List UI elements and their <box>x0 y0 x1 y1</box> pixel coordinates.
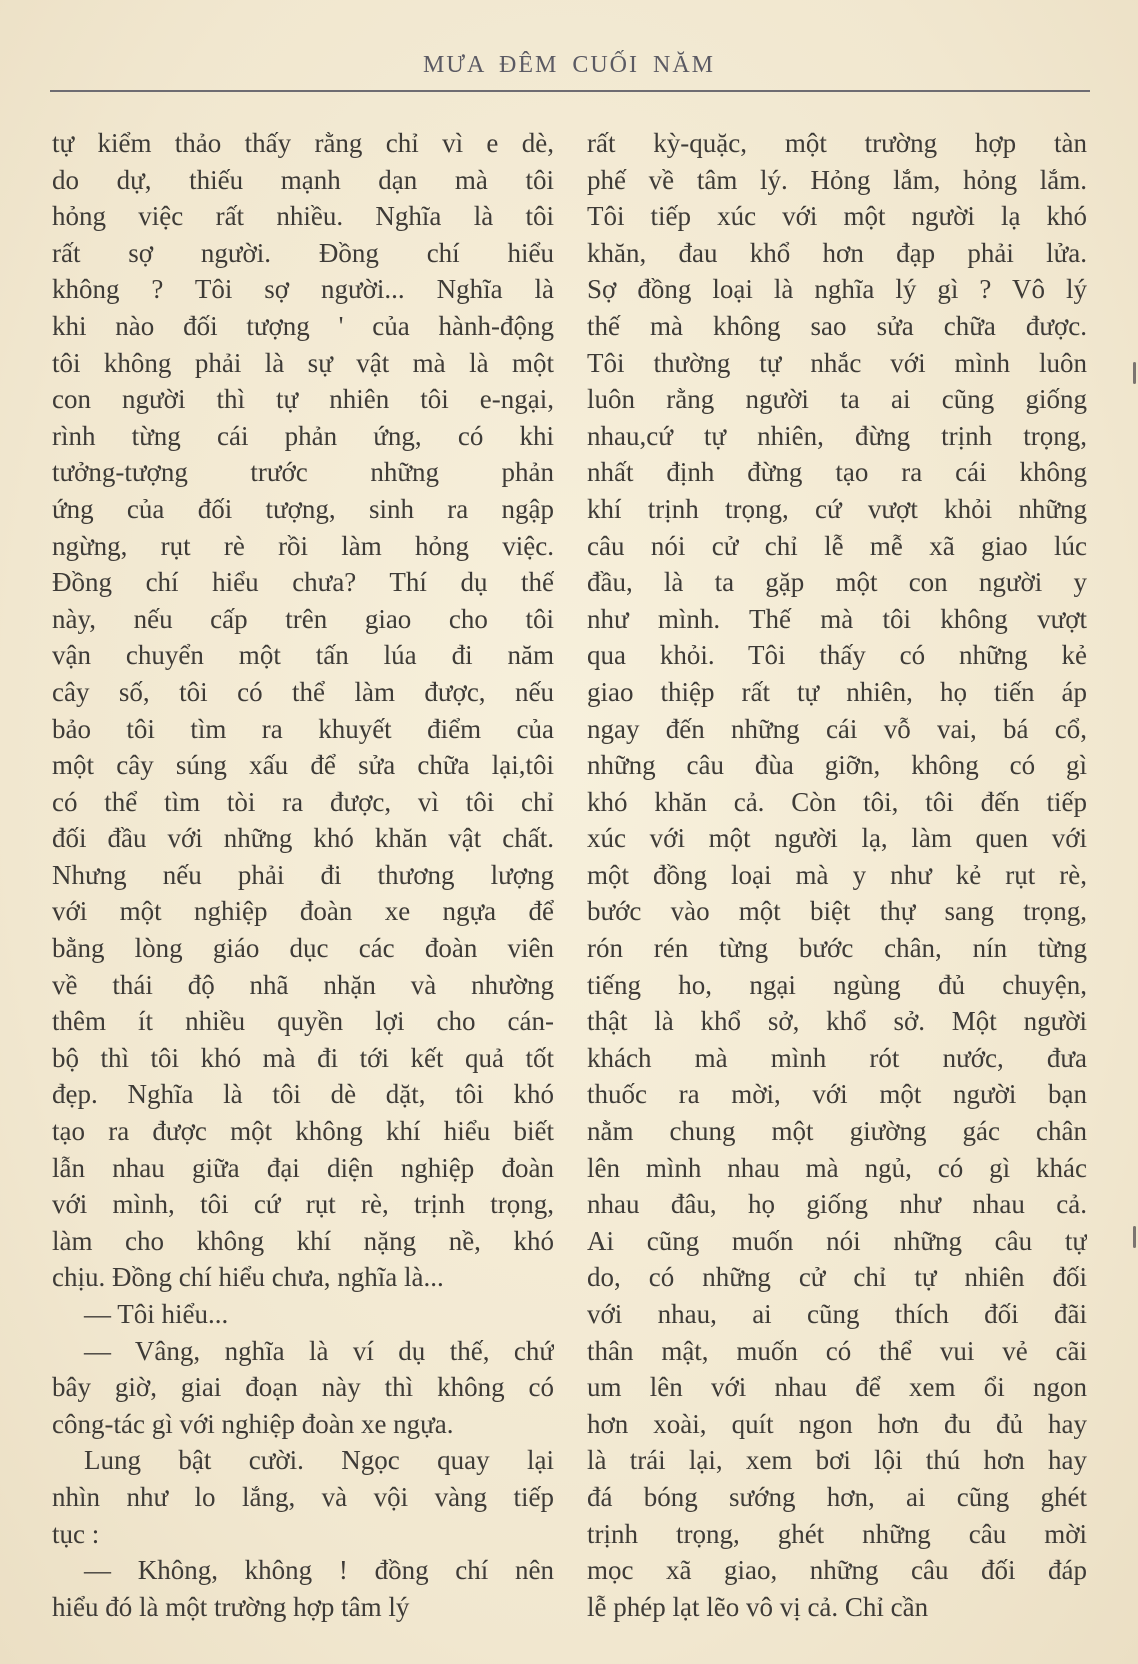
text-line: tục : <box>52 1518 100 1549</box>
text-line: nhau,cứ tự nhiên, đừng trịnh trọng, <box>587 420 1087 451</box>
text-line: nhìn như lo lắng, và vội vàng tiếp <box>52 1481 554 1512</box>
text-line: xúc với một người lạ, làm quen với <box>587 823 1087 854</box>
text-line: công-tác gì với nghiệp đoàn xe ngựa. <box>52 1408 454 1439</box>
text-line: Đồng chí hiểu chưa? Thí dụ thế <box>52 567 554 598</box>
header-rule <box>50 90 1090 92</box>
text-line: bước vào một biệt thự sang trọng, <box>587 896 1087 927</box>
text-line: một đồng loại mà y như kẻ rụt rè, <box>587 859 1087 890</box>
text-line: với nhau, ai cũng thích đối đãi <box>587 1299 1087 1329</box>
text-line: khách mà mình rót nước, đưa <box>587 1042 1087 1073</box>
text-line: tạo ra được một không khí hiểu biết <box>52 1116 554 1147</box>
text-line: là trái lại, xem bơi lội thú hơn hay <box>587 1445 1087 1476</box>
text-line: cây số, tôi có thể làm được, nếu <box>52 676 554 707</box>
text-line: — Vâng, nghĩa là ví dụ thế, chứ <box>84 1335 554 1366</box>
page-edge-mark-top <box>1133 362 1136 384</box>
text-line: nhau đâu, họ giống như nhau cả. <box>587 1189 1087 1220</box>
text-line: rất kỳ-quặc, một trường hợp tàn <box>587 128 1087 158</box>
text-line: đẹp. Nghĩa là tôi dè dặt, tôi khó <box>52 1079 554 1110</box>
running-header: MƯA ĐÊM CUỐI NĂM <box>423 52 715 78</box>
text-line: hỏng việc rất nhiều. Nghĩa là tôi <box>52 201 554 232</box>
text-line: phế về tâm lý. Hỏng lắm, hỏng lắm. <box>587 164 1087 195</box>
text-line: đối đầu với những khó khăn vật chất. <box>52 823 554 854</box>
text-line: với một nghiệp đoàn xe ngựa để <box>52 896 554 927</box>
text-line: đầu, là ta gặp một con người y <box>587 567 1087 598</box>
text-line: thêm ít nhiều quyền lợi cho cán- <box>52 1006 554 1037</box>
text-line: một cây súng xấu để sửa chữa lại,tôi <box>52 750 554 781</box>
text-line: bằng lòng giáo dục các đoàn viên <box>52 933 554 964</box>
text-line: Sợ đồng loại là nghĩa lý gì ? Vô lý <box>587 274 1087 305</box>
text-line: khi nào đối tượng ' của hành-động <box>52 310 554 341</box>
text-line: ứng của đối tượng, sinh ra ngập <box>52 493 554 524</box>
text-line: ngay đến những cái vỗ vai, bá cổ, <box>587 713 1087 744</box>
text-line: thật là khổ sở, khổ sở. Một người <box>587 1006 1087 1037</box>
text-line: do, có những cử chỉ tự nhiên đối <box>587 1262 1087 1293</box>
text-line: um lên với nhau để xem ổi ngon <box>587 1372 1087 1403</box>
text-line: giao thiệp rất tự nhiên, họ tiến áp <box>587 676 1087 707</box>
text-line: thế mà không sao sửa chữa được. <box>587 310 1087 341</box>
text-line: khí trịnh trọng, cứ vượt khỏi những <box>587 493 1087 524</box>
text-line: Tôi tiếp xúc với một người lạ khó <box>587 201 1087 232</box>
text-line: bảo tôi tìm ra khuyết điểm của <box>52 713 554 744</box>
right-column <box>587 125 1087 1625</box>
text-line: này, nếu cấp trên giao cho tôi <box>52 603 554 634</box>
text-line: mọc xã giao, những câu đối đáp <box>587 1555 1087 1586</box>
text-line: qua khỏi. Tôi thấy có những kẻ <box>587 640 1087 671</box>
text-line: nhất định đừng tạo ra cái không <box>587 457 1087 488</box>
text-line: thuốc ra mời, với một người bạn <box>587 1079 1087 1110</box>
text-line: luôn rằng người ta ai cũng giống <box>587 384 1087 415</box>
text-line: tự kiểm thảo thấy rằng chỉ vì e dè, <box>52 128 554 158</box>
text-line: không ? Tôi sợ người... Nghĩa là <box>52 274 554 305</box>
text-line: tưởng-tượng trước những phản <box>52 457 554 488</box>
text-line: có thể tìm tòi ra được, vì tôi chỉ <box>52 786 554 817</box>
text-line: con người thì tự nhiên tôi e-ngại, <box>52 384 554 415</box>
text-line: về thái độ nhã nhặn và nhường <box>52 969 554 1000</box>
text-line: câu nói cử chỉ lễ mễ xã giao lúc <box>587 530 1087 561</box>
text-line: — Tôi hiểu... <box>84 1299 229 1329</box>
text-line: thân mật, muốn có thể vui vẻ cãi <box>587 1335 1087 1366</box>
text-line: hơn xoài, quít ngon hơn đu đủ hay <box>587 1408 1087 1439</box>
text-line: Lung bật cười. Ngọc quay lại <box>84 1445 554 1476</box>
text-line: — Không, không ! đồng chí nên <box>84 1555 554 1586</box>
text-line: những câu đùa giỡn, không có gì <box>587 750 1087 781</box>
text-line: Tôi thường tự nhắc với mình luôn <box>587 347 1087 378</box>
text-line: chịu. Đồng chí hiểu chưa, nghĩa là... <box>52 1262 444 1293</box>
text-line: ngừng, rụt rè rồi làm hỏng việc. <box>52 530 554 561</box>
text-line: khăn, đau khổ hơn đạp phải lửa. <box>587 237 1087 268</box>
text-line: tôi không phải là sự vật mà là một <box>52 347 554 378</box>
text-line: như mình. Thế mà tôi không vượt <box>587 603 1087 634</box>
text-line: Ai cũng muốn nói những câu tự <box>587 1225 1087 1256</box>
text-line: lẫn nhau giữa đại diện nghiệp đoàn <box>52 1152 554 1183</box>
text-line: làm cho không khí nặng nề, khó <box>52 1225 554 1256</box>
text-line: hiểu đó là một trường hợp tâm lý <box>52 1591 410 1622</box>
text-line: với mình, tôi cứ rụt rè, trịnh trọng, <box>52 1189 554 1220</box>
text-line: tiếng ho, ngại ngùng đủ chuyện, <box>587 969 1087 1000</box>
page-edge-mark-bottom <box>1133 1226 1136 1248</box>
text-line: rất sợ người. Đồng chí hiểu <box>52 237 554 268</box>
text-line: Nhưng nếu phải đi thương lượng <box>52 859 554 890</box>
text-line: vận chuyển một tấn lúa đi năm <box>52 640 554 671</box>
text-line: rón rén từng bước chân, nín từng <box>587 933 1087 964</box>
text-line: nằm chung một giường gác chân <box>587 1116 1087 1147</box>
text-line: lễ phép lạt lẽo vô vị cả. Chỉ cần <box>587 1591 929 1622</box>
text-line: rình từng cái phản ứng, có khi <box>52 420 554 451</box>
text-line: trịnh trọng, ghét những câu mời <box>587 1518 1087 1549</box>
text-line: do dự, thiếu mạnh dạn mà tôi <box>52 164 554 195</box>
left-column <box>52 125 554 1625</box>
text-line: bây giờ, giai đoạn này thì không có <box>52 1372 554 1403</box>
text-line: khó khăn cả. Còn tôi, tôi đến tiếp <box>587 786 1087 817</box>
text-line: bộ thì tôi khó mà đi tới kết quả tốt <box>52 1042 554 1073</box>
text-line: lên mình nhau mà ngủ, có gì khác <box>587 1152 1087 1183</box>
text-line: đá bóng sướng hơn, ai cũng ghét <box>587 1481 1087 1512</box>
